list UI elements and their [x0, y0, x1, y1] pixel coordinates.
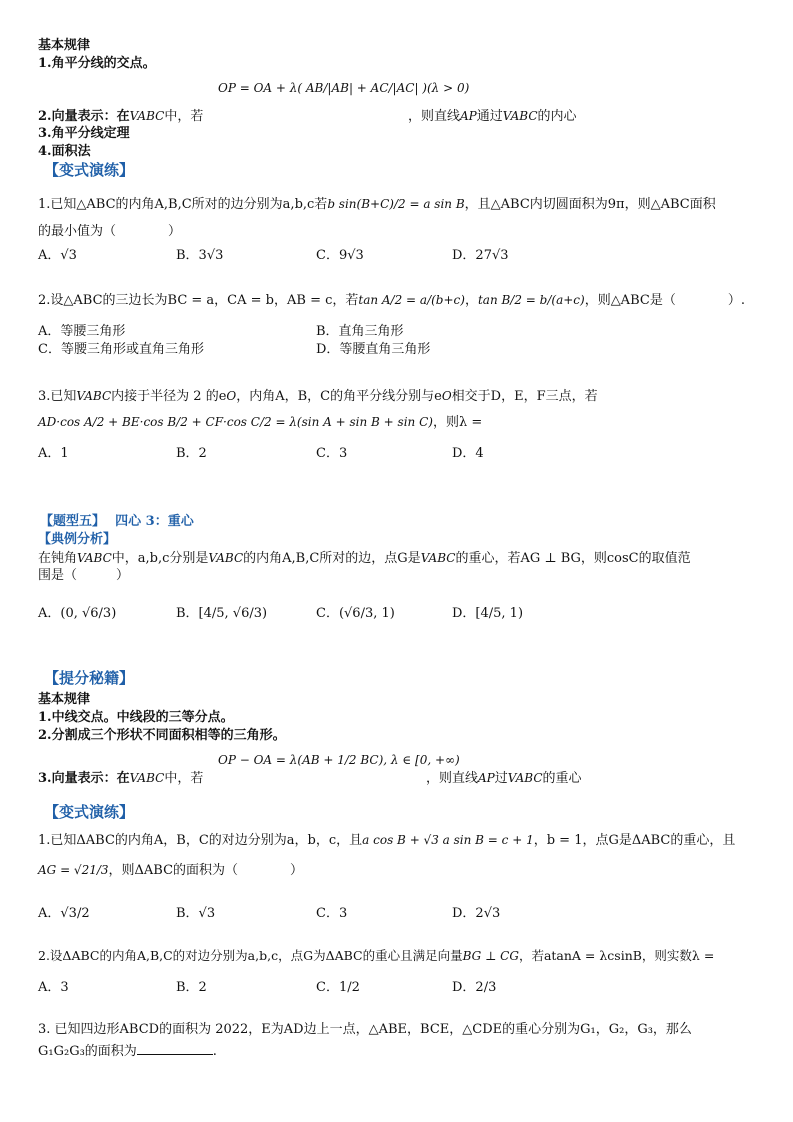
variant-header-2: 【变式演练】: [44, 803, 135, 821]
q4-option-c: C．3: [316, 906, 348, 921]
rule-2-post: ，则直线: [408, 109, 461, 124]
rule-2-prefix: 2.向量表示：在: [38, 109, 130, 124]
q2-text-a: 2.设△ABC的三边长为BC = a，CA = b，AB = c，若: [38, 293, 359, 308]
example-triangle-3: VABC: [420, 551, 456, 565]
secret-rule-3: [38, 770, 203, 787]
example-option-b: B．[4/5, √6/3): [176, 606, 268, 621]
example-text-d: 的重心，若AG ⊥ BG，则cosC的取值范: [455, 551, 691, 566]
example-header: 【典例分析】: [38, 532, 117, 547]
q6-text-c: G₁G₂G₃的面积为: [38, 1044, 137, 1059]
q6-text-d: .: [212, 1044, 217, 1059]
question-6: [38, 1022, 692, 1038]
secret-rule-3-pre: 3.向量表示：在: [38, 771, 130, 786]
question-3: [38, 388, 598, 405]
example-triangle: VABC: [77, 551, 112, 565]
q3-text-b: 内接于半径为 2 的e: [111, 389, 227, 404]
q3-formula: AD·cos A/2 + BE·cos B/2 + CF·cos C/2 = λ(sin A + sin B + sin C): [38, 415, 433, 429]
secret-rule-3-end: 过: [494, 771, 508, 786]
secret-rule-3-post: ，则直线: [426, 771, 479, 786]
example-text-c: 的内角A,B,C所对的边，点G是: [243, 551, 421, 566]
q2-formula-1: tan A/2 = a/(b+c): [358, 293, 465, 307]
q3-option-a: A．1: [38, 446, 69, 461]
triangle-symbol: VABC: [129, 109, 165, 123]
q4-option-b: B．√3: [176, 906, 216, 921]
q1-option-c: C．9√3: [316, 248, 364, 263]
secret-line-ap: AP: [478, 771, 495, 785]
example-option-c: C．(√6/3, 1): [316, 606, 395, 621]
q6-line-2: [38, 1042, 217, 1060]
rule-2: [38, 108, 203, 125]
question-5: [38, 948, 714, 964]
example-option-d: D．[4/5, 1): [452, 606, 524, 621]
secret-rule-3-mid: 中，若: [164, 771, 204, 786]
q1-option-a: A．√3: [38, 248, 77, 263]
q4-text-d: ，则ΔABC的面积为（ ）: [108, 863, 304, 878]
q3-option-d: D．4: [452, 446, 484, 461]
q3-text-e: ，则λ =: [432, 415, 483, 430]
q5-option-c: C．1/2: [316, 980, 360, 995]
question-2: 2.设△ABC的三边长为BC = a，CA = b，AB = c，若tan A/2 = a/(b+c)，tan B/2 = b/(a+c)，则△ABC是（ ）.: [38, 293, 745, 308]
q5-option-d: D．2/3: [452, 980, 497, 995]
secret-title: 基本规律: [38, 692, 91, 707]
example-triangle-2: VABC: [208, 551, 244, 565]
rule-3: 3.角平分线定理: [38, 126, 130, 141]
q5-option-b: B．2: [176, 980, 207, 995]
q3-circle-o-2: O: [441, 389, 452, 403]
section-title: 基本规律: [38, 38, 91, 53]
rule-2-mid: 中，若: [164, 109, 204, 124]
secret-rule-2: 2.分割成三个形状不同面积相等的三角形。: [38, 728, 286, 743]
example-question: [38, 550, 691, 567]
q3-circle-o: O: [226, 389, 237, 403]
question-1: [38, 196, 716, 213]
q5-text-a: 2.设ΔABC的内角A,B,C的对边分别为a,b,c，点G为ΔABC的重心且满足向量: [38, 948, 463, 963]
example-text-e: 围是（ ）: [38, 568, 130, 583]
q3-option-b: B．2: [176, 446, 207, 461]
secret-triangle: VABC: [129, 771, 165, 785]
type5-header: 【题型五】: [40, 514, 106, 529]
q1-text-a: 1.已知△ABC的内角A,B,C所对的边分别为a,b,c若: [38, 197, 328, 212]
q2-option-a: A．等腰三角形: [38, 324, 126, 339]
rule-2-end: 通过: [476, 109, 503, 124]
type5-header-line: [40, 514, 194, 530]
question-4: [38, 832, 735, 849]
q1-option-b: B．3√3: [176, 248, 224, 263]
q4-text-b: ，b = 1，点G是ΔABC的重心，且: [533, 833, 736, 848]
answer-blank[interactable]: [137, 1042, 213, 1055]
q2-option-c: C．等腰三角形或直角三角形: [38, 342, 204, 357]
q4-ag-formula: AG = √21/3: [38, 863, 109, 877]
secret-rule-3-tail: 的重心: [542, 771, 582, 786]
q5-text-c: ，若atanA = λcsinB，则实数λ =: [518, 948, 715, 963]
rule-2-conclusion: [408, 108, 577, 125]
example-option-a: A．(0, √6/3): [38, 606, 117, 621]
q3-formula-line: [38, 414, 482, 431]
q3-text-d: 相交于D，E，F三点，若: [451, 389, 598, 404]
q2-option-d: D．等腰直角三角形: [316, 342, 431, 357]
q6-text-a: 3. 已知四边形ABCD的面积为 2022，E为AD边上一点，△ABE，: [38, 1022, 421, 1037]
q2-formula-2: tan B/2 = b/(a+c): [477, 293, 585, 307]
secret-rule-1: 1.中线交点。中线段的三等分点。: [38, 710, 234, 725]
q4-formula: a cos B + √3 a sin B = c + 1: [362, 833, 534, 847]
q3-triangle: VABC: [76, 389, 112, 403]
line-ap: AP: [460, 109, 477, 123]
q1-option-d: D．27√3: [452, 248, 509, 263]
example-text-b: 中，a,b,c分别是: [111, 551, 209, 566]
rule-4: 4.面积法: [38, 144, 91, 159]
rule-2-tail: 的内心: [537, 109, 577, 124]
triangle-symbol-2: VABC: [502, 109, 538, 123]
q2-text-b: ，则△ABC是（ ）.: [584, 293, 745, 308]
q4-option-d: D．2√3: [452, 906, 501, 921]
q5-vector-formula: BG ⊥ CG: [462, 949, 519, 963]
q2-option-b: B．直角三角形: [316, 324, 404, 339]
vector-formula: OP = OA + λ( AB/|AB| + AC/|AC| )(λ > 0): [218, 81, 470, 95]
q4-line-2: [38, 862, 303, 879]
rule-1: 1.角平分线的交点。: [38, 56, 156, 71]
q4-text-a: 1.已知ΔABC的内角A，B，C的对边分别为a，b，c，且: [38, 833, 363, 848]
secret-header: 【提分秘籍】: [44, 669, 135, 687]
type5-title: 四心 3：重心: [115, 514, 194, 529]
secret-formula: OP − OA = λ(AB + 1/2 BC), λ ∈ [0, +∞): [218, 753, 460, 767]
q6-text-b: BCE，△CDE的重心分别为G₁，G₂，G₃，那么: [420, 1022, 692, 1037]
q3-text-c: ，内角A，B，C的角平分线分别与e: [236, 389, 442, 404]
q1-formula: b sin(B+C)/2 = a sin B: [327, 197, 465, 211]
variant-header: 【变式演练】: [44, 161, 135, 179]
secret-triangle-2: VABC: [507, 771, 543, 785]
q1-text-b: ，且△ABC内切圆面积为9π，则△ABC面积: [464, 197, 716, 212]
example-text-a: 在钝角: [38, 551, 78, 566]
q3-option-c: C．3: [316, 446, 348, 461]
q1-text-c: 的最小值为（ ）: [38, 224, 182, 239]
q5-option-a: A．3: [38, 980, 69, 995]
secret-rule-3-conclusion: [426, 770, 582, 787]
q3-text-a: 3.已知: [38, 389, 77, 404]
q4-option-a: A．√3/2: [38, 906, 90, 921]
